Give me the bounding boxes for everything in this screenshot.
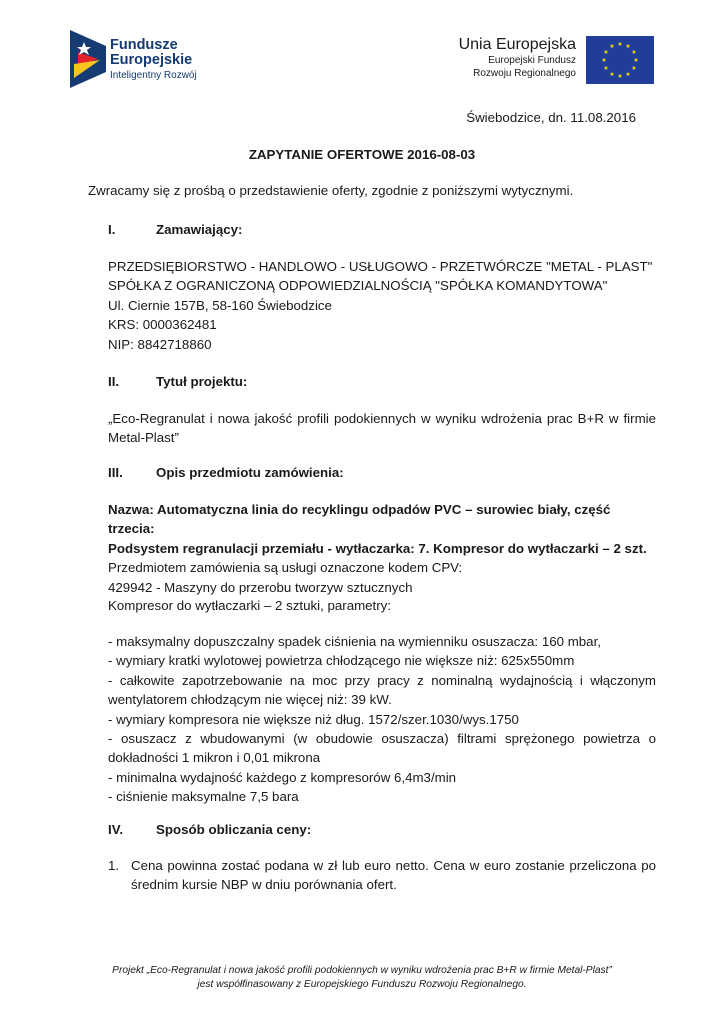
section-3-heading <box>88 463 636 482</box>
section-4-title: Sposób obliczania ceny: <box>156 822 312 837</box>
svg-text:★: ★ <box>633 57 639 64</box>
ue-logo-line2: Europejski Fundusz <box>488 55 576 66</box>
cpv-intro: Przedmiotem zamówienia są usługi oznaczone kodem CPV: <box>108 560 463 576</box>
list-item-text: Cena powinna zostać podana w zł lub euro netto. Cena w euro zostanie przeliczona po średnim kursie NBP w dniu porównania ofert. <box>131 858 656 893</box>
orderer-name-line2: SPÓŁKA Z OGRANICZONĄ ODPOWIEDZIALNOŚCIĄ "SPÓŁKA KOMANDYTOWA" <box>108 278 608 294</box>
svg-text:★: ★ <box>609 43 615 50</box>
ue-logo-line1: Unia Europejska <box>458 36 576 53</box>
orderer-address: Ul. Ciernie 157B, 58-160 Świebodzice <box>108 297 332 313</box>
section-3-number: III. <box>108 465 123 480</box>
fe-logo-line3: Inteligentny Rozwój <box>110 70 197 81</box>
fe-logo-line1: Fundusze <box>110 37 178 53</box>
unia-europejska-logo <box>444 36 654 86</box>
params-list <box>88 632 656 807</box>
orderer-nip: NIP: 8842718860 <box>108 336 212 352</box>
section-2-title: Tytuł projektu: <box>156 374 248 389</box>
svg-text:★: ★ <box>631 65 637 72</box>
section-3-title: Opis przedmiotu zamówienia: <box>156 465 344 480</box>
section-1-title: Zamawiający: <box>156 222 243 237</box>
list-item-number: 1. <box>108 858 120 873</box>
section-3-body <box>88 500 656 597</box>
orderer-krs: KRS: 0000362481 <box>108 317 217 333</box>
svg-text:★: ★ <box>625 43 631 50</box>
svg-text:★: ★ <box>603 65 609 72</box>
params-intro: Kompresor do wytłaczarki – 2 sztuki, parametry: <box>108 598 392 613</box>
param-item: - ciśnienie maksymalne 7,5 bara <box>108 789 299 805</box>
eu-flag-icon <box>586 36 654 84</box>
footer-line2: jest współfinasowany z Europejskiego Funduszu Rozwoju Regionalnego. <box>197 979 527 990</box>
document-title: ZAPYTANIE OFERTOWE 2016-08-03 <box>248 147 476 162</box>
param-item: - osuszacz z wbudowanymi (w obudowie osuszacza) filtrami sprężonego powietrza o dokładności 1 mikron i 0,01 mikrona <box>108 731 656 766</box>
list-item <box>88 856 656 895</box>
svg-text:★: ★ <box>625 71 631 78</box>
order-name-line1: Nazwa: Automatyczna linia do recyklingu odpadów PVC – surowiec biały, część trzecia: <box>108 502 611 537</box>
section-1-heading <box>88 220 636 239</box>
dateline: Świebodzice, dn. 11.08.2016 <box>466 110 636 125</box>
section-2-number: II. <box>108 374 120 389</box>
ue-logo-line3: Rozwoju Regionalnego <box>473 68 576 79</box>
svg-text:★: ★ <box>617 41 623 48</box>
svg-text:★: ★ <box>617 73 623 80</box>
svg-text:★: ★ <box>601 57 607 64</box>
page-footer <box>0 964 724 992</box>
fundusze-europejskie-logo <box>70 30 220 92</box>
param-item: - wymiary kratki wylotowej powietrza chłodzącego nie większe niż: 625x550mm <box>108 653 575 669</box>
svg-text:★: ★ <box>603 49 609 56</box>
section-1-body <box>88 257 656 354</box>
fe-logo-line2: Europejskie <box>110 52 193 68</box>
orderer-name-line1: PRZEDSIĘBIORSTWO - HANDLOWO - USŁUGOWO - PRZETWÓRCZE "METAL - PLAST" <box>108 259 653 274</box>
section-2-heading <box>88 372 636 391</box>
project-title-text: „Eco-Regranulat i nowa jakość profili podokiennych w wyniku wdrożenia prac B+R w firmie Metal-Plast” <box>108 411 656 446</box>
order-name-line2: Podsystem regranulacji przemiału - wytłaczarka: 7. Kompresor do wytłaczarki – 2 szt. <box>108 540 647 556</box>
fe-flag-icon <box>70 30 106 88</box>
svg-text:★: ★ <box>609 71 615 78</box>
svg-text:★: ★ <box>631 49 637 56</box>
cpv-code: 429942 - Maszyny do przerobu tworzyw sztucznych <box>108 579 413 595</box>
section-1-number: I. <box>108 222 116 237</box>
section-4-heading <box>88 820 636 839</box>
param-item: - wymiary kompresora nie większe niż dług. 1572/szer.1030/wys.1750 <box>108 711 519 727</box>
intro-text: Zwracamy się z prośbą o przedstawienie oferty, zgodnie z poniższymi wytycznymi. <box>88 183 574 198</box>
param-item: - maksymalny dopuszczalny spadek ciśnienia na wymienniku osuszacza: 160 mbar, <box>108 634 601 649</box>
param-item: - całkowite zapotrzebowanie na moc przy pracy z nominalną wydajnością i włączonym wentylatorem chłodzącym nie więcej niż: 39 kW. <box>108 672 656 708</box>
footer-line1: Projekt „Eco-Regranulat i nowa jakość profili podokiennych w wyniku wdrożenia prac B+R w firmie Metal-Plast” <box>112 965 612 976</box>
section-4-number: IV. <box>108 822 124 837</box>
param-item: - minimalna wydajność każdego z kompresorów 6,4m3/min <box>108 769 457 785</box>
